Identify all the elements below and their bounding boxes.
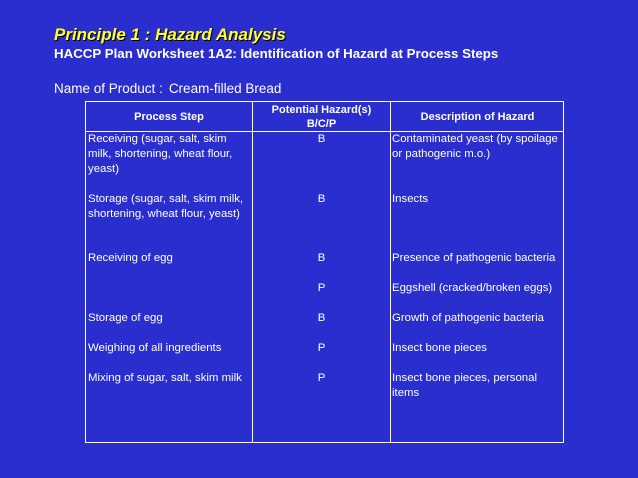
hazard-code-cell: P — [317, 342, 326, 354]
process-step-cell: Storage of egg — [88, 312, 163, 324]
product-label: Name of Product : — [54, 81, 163, 96]
slide-title: Principle 1 : Hazard Analysis — [54, 25, 286, 44]
hazard-code-cell: B — [317, 312, 326, 324]
process-step-cell: Storage (sugar, salt, skim milk, shortening, wheat flour, yeast) — [88, 193, 244, 220]
header-process-step: Process Step — [134, 110, 204, 123]
header-description: Description of Hazard — [420, 110, 535, 123]
process-step-cell: Receiving (sugar, salt, skim milk, shortening, wheat flour, yeast) — [88, 133, 233, 175]
hazard-description-cell: Insects — [392, 193, 429, 205]
hazard-description-cell: Contaminated yeast (by spoilage or pathogenic m.o.) — [392, 133, 558, 160]
hazard-description-cell: Eggshell (cracked/broken eggs) — [392, 282, 553, 294]
header-potential-hazards-line2: B/C/P — [306, 117, 337, 130]
column-divider — [390, 102, 391, 442]
product-value: Cream-filled Bread — [168, 81, 282, 96]
header-potential-hazards-line1: Potential Hazard(s) — [271, 103, 372, 116]
hazard-code-cell: P — [317, 372, 326, 384]
hazard-code-cell: P — [317, 282, 326, 294]
process-step-cell: Weighing of all ingredients — [88, 342, 222, 354]
hazard-description-cell: Growth of pathogenic bacteria — [392, 312, 544, 324]
hazard-worksheet-table — [85, 101, 564, 443]
hazard-code-cell: B — [317, 252, 326, 264]
hazard-description-cell: Presence of pathogenic bacteria — [392, 252, 556, 264]
process-step-cell: Receiving of egg — [88, 252, 173, 264]
worksheet-subtitle: HACCP Plan Worksheet 1A2: Identification of Hazard at Process Steps — [54, 46, 499, 61]
hazard-description-cell: Insect bone pieces — [392, 342, 487, 354]
hazard-code-cell: B — [317, 133, 326, 145]
hazard-description-cell: Insect bone pieces, personal items — [392, 372, 538, 399]
header-potential-hazards — [253, 102, 390, 131]
hazard-code-cell: B — [317, 193, 326, 205]
product-name-line — [54, 81, 281, 96]
column-divider — [252, 102, 253, 442]
process-step-cell: Mixing of sugar, salt, skim milk — [88, 372, 242, 384]
